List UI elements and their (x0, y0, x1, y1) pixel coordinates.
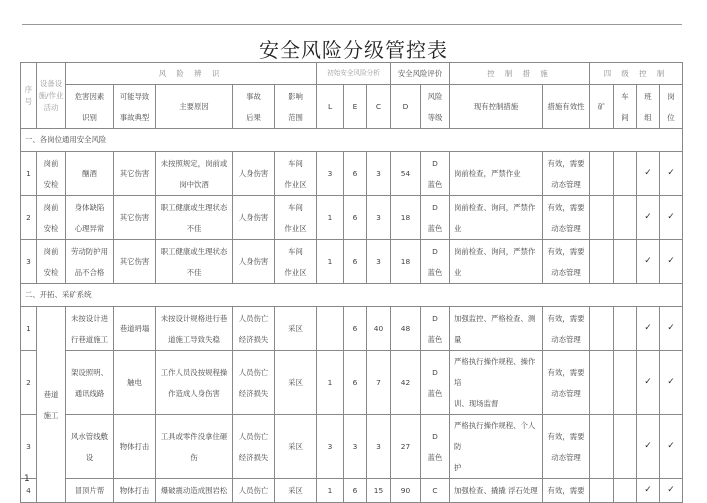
table-row (21, 196, 683, 240)
cell-E: 6 (344, 196, 367, 240)
cell-existing-measures: 严格执行操作规程、个人防 护 (450, 415, 543, 479)
cell-facility: 岗前 安检 (37, 240, 66, 284)
check-icon: ✓ (637, 240, 660, 284)
cell-main-cause: 未按设计规格进行巷 道施工导致失稳 (156, 307, 233, 351)
cell-hazard: 身体缺陷 心理异常 (66, 196, 114, 240)
cell-scope: 车间 作业区 (275, 196, 317, 240)
header-scope: 影响 范围 (275, 85, 317, 129)
header-seq: 序号 (21, 63, 37, 129)
header-post: 岗 位 (660, 85, 683, 129)
cell-C: 3 (367, 152, 391, 196)
cell-risk-level: D 蓝色 (421, 196, 450, 240)
risk-control-table (20, 62, 683, 503)
cell-seq: 2 (21, 351, 37, 415)
cell-hazard: 风水管线敷 设 (66, 415, 114, 479)
header-C: C (367, 85, 391, 129)
header-mine: 矿 (590, 85, 614, 129)
cell-workshop (614, 152, 637, 196)
table-row (21, 479, 683, 503)
header-effectiveness: 措施有效性 (543, 85, 590, 129)
header-rule (22, 24, 682, 25)
cell-E: 6 (344, 307, 367, 351)
cell-scope: 采区 (275, 479, 317, 503)
cell-consequence: 人员伤亡 (233, 479, 275, 503)
table-row (21, 240, 683, 284)
cell-risk-level: C (421, 479, 450, 503)
header-facility: 设备设施/作业活动 (37, 63, 66, 129)
cell-effectiveness: 有效，需要 动态管理 (543, 415, 590, 479)
page-title: 安全风险分级管控表 (259, 38, 448, 62)
cell-facility: 岗前 安检 (37, 196, 66, 240)
cell-facility: 岗前 安检 (37, 152, 66, 196)
cell-consequence: 人员伤亡 经济损失 (233, 351, 275, 415)
header-risk-evaluation: 安全风险评价 (391, 63, 450, 85)
cell-existing-measures: 加强监控、严格检查、测量 (450, 307, 543, 351)
cell-existing-measures: 岗前检查，严禁作业 (450, 152, 543, 196)
header-existing-measures: 现有控制措施 (450, 85, 543, 129)
cell-consequence: 人身伤害 (233, 196, 275, 240)
cell-E: 6 (344, 351, 367, 415)
table-row (21, 351, 683, 415)
cell-L: 1 (317, 240, 344, 284)
check-icon: ✓ (660, 240, 683, 284)
check-icon: ✓ (660, 479, 683, 503)
header-L: L (317, 85, 344, 129)
cell-accident-type: 物体打击 (114, 415, 156, 479)
cell-workshop (614, 479, 637, 503)
cell-effectiveness: 有效，需要 (543, 479, 590, 503)
cell-main-cause: 职工健康或生理状态 不佳 (156, 240, 233, 284)
cell-workshop (614, 196, 637, 240)
cell-existing-measures: 岗前检查、询问，严禁作业 (450, 240, 543, 284)
cell-workshop (614, 415, 637, 479)
cell-mine (590, 415, 614, 479)
check-icon: ✓ (637, 307, 660, 351)
cell-mine (590, 196, 614, 240)
cell-risk-level: D 蓝色 (421, 415, 450, 479)
cell-L (317, 307, 344, 351)
cell-seq: 3 (21, 415, 37, 479)
cell-accident-type: 巷道坍塌 (114, 307, 156, 351)
cell-D: 27 (391, 415, 421, 479)
cell-hazard: 劳动防护用 品不合格 (66, 240, 114, 284)
header-initial-analysis: 初始安全风险分析 (317, 63, 391, 85)
cell-hazard: 未按设计进 行巷道施工 (66, 307, 114, 351)
cell-L: 3 (317, 415, 344, 479)
cell-C: 7 (367, 351, 391, 415)
cell-main-cause: 职工健康或生理状态 不佳 (156, 196, 233, 240)
check-icon: ✓ (637, 415, 660, 479)
header-accident-type: 可能导致 事故典型 (114, 85, 156, 129)
header-risk-level: 风险 等级 (421, 85, 450, 129)
cell-E: 3 (344, 415, 367, 479)
cell-scope: 车间 作业区 (275, 240, 317, 284)
table-row (21, 415, 683, 479)
cell-D: 54 (391, 152, 421, 196)
cell-E: 6 (344, 240, 367, 284)
cell-mine (590, 240, 614, 284)
cell-effectiveness: 有效，需要 动态管理 (543, 307, 590, 351)
cell-mine (590, 351, 614, 415)
cell-mine (590, 152, 614, 196)
cell-L: 3 (317, 152, 344, 196)
cell-risk-level: D 蓝色 (421, 152, 450, 196)
check-icon: ✓ (660, 307, 683, 351)
check-icon: ✓ (660, 152, 683, 196)
check-icon: ✓ (660, 415, 683, 479)
cell-consequence: 人员伤亡 经济损失 (233, 415, 275, 479)
cell-scope: 采区 (275, 415, 317, 479)
cell-consequence: 人身伤害 (233, 152, 275, 196)
cell-risk-level: D 蓝色 (421, 307, 450, 351)
cell-C: 40 (367, 307, 391, 351)
header-hazard: 危害因素 识别 (66, 85, 114, 129)
cell-seq: 2 (21, 196, 37, 240)
cell-C: 3 (367, 240, 391, 284)
cell-seq: 4 (21, 479, 37, 503)
cell-existing-measures: 岗前检查、询问，严禁作业 (450, 196, 543, 240)
cell-C: 3 (367, 196, 391, 240)
cell-effectiveness: 有效，需要 动态管理 (543, 351, 590, 415)
cell-hazard: 酗酒 (66, 152, 114, 196)
cell-facility-group: 巷道 施工 (37, 307, 66, 503)
check-icon: ✓ (637, 351, 660, 415)
cell-L: 1 (317, 196, 344, 240)
cell-accident-type: 物体打击 (114, 479, 156, 503)
cell-main-cause: 工具或零件没拿住砸 伤 (156, 415, 233, 479)
cell-consequence: 人身伤害 (233, 240, 275, 284)
cell-L: 1 (317, 351, 344, 415)
table-row (21, 307, 683, 351)
cell-main-cause: 工作人员没按规程操 作造成人身伤害 (156, 351, 233, 415)
cell-workshop (614, 240, 637, 284)
cell-risk-level: D 蓝色 (421, 240, 450, 284)
cell-workshop (614, 351, 637, 415)
cell-E: 6 (344, 152, 367, 196)
cell-C: 3 (367, 415, 391, 479)
cell-mine (590, 479, 614, 503)
header-workshop: 车 间 (614, 85, 637, 129)
page-number: 1 (24, 474, 30, 484)
cell-hazard: 架设照明、 通讯线路 (66, 351, 114, 415)
cell-workshop (614, 307, 637, 351)
check-icon: ✓ (637, 196, 660, 240)
check-icon: ✓ (660, 351, 683, 415)
check-icon: ✓ (637, 479, 660, 503)
check-icon: ✓ (637, 152, 660, 196)
header-control-measures: 控 制 措 施 (450, 63, 590, 85)
header-consequence: 事故 后果 (233, 85, 275, 129)
cell-effectiveness: 有效，需要 动态管理 (543, 240, 590, 284)
cell-seq: 3 (21, 240, 37, 284)
cell-mine (590, 307, 614, 351)
section-title: 二、开拓、采矿系统 (21, 284, 683, 307)
cell-D: 90 (391, 479, 421, 503)
cell-scope: 采区 (275, 307, 317, 351)
header-main-cause: 主要原因 (156, 85, 233, 129)
cell-L: 1 (317, 479, 344, 503)
cell-accident-type: 触电 (114, 351, 156, 415)
cell-D: 18 (391, 196, 421, 240)
cell-E: 6 (344, 479, 367, 503)
cell-risk-level: D 蓝色 (421, 351, 450, 415)
cell-D: 42 (391, 351, 421, 415)
table-row (21, 152, 683, 196)
cell-scope: 采区 (275, 351, 317, 415)
header-E: E (344, 85, 367, 129)
cell-existing-measures: 加强检查、撬撬 浮石处理 (450, 479, 543, 503)
section-title: 一、各岗位通用安全风险 (21, 129, 683, 152)
cell-D: 18 (391, 240, 421, 284)
cell-accident-type: 其它伤害 (114, 196, 156, 240)
header-four-level-control: 四 级 控 制 (590, 63, 683, 85)
cell-scope: 车间 作业区 (275, 152, 317, 196)
cell-existing-measures: 严格执行操作规程、操作培 训、现场监督 (450, 351, 543, 415)
cell-seq: 1 (21, 307, 37, 351)
cell-consequence: 人员伤亡 经济损失 (233, 307, 275, 351)
check-icon: ✓ (660, 196, 683, 240)
cell-D: 48 (391, 307, 421, 351)
cell-hazard: 冒顶片帮 (66, 479, 114, 503)
cell-C: 15 (367, 479, 391, 503)
cell-main-cause: 爆破震动造成围岩松 (156, 479, 233, 503)
header-D: D (391, 85, 421, 129)
cell-effectiveness: 有效，需要 动态管理 (543, 196, 590, 240)
cell-main-cause: 未按照规定，岗前或 岗中饮酒 (156, 152, 233, 196)
cell-accident-type: 其它伤害 (114, 240, 156, 284)
cell-accident-type: 其它伤害 (114, 152, 156, 196)
header-team: 班 组 (637, 85, 660, 129)
cell-effectiveness: 有效，需要 动态管理 (543, 152, 590, 196)
header-risk-identification: 风 险 辨 识 (66, 63, 317, 85)
cell-seq: 1 (21, 152, 37, 196)
